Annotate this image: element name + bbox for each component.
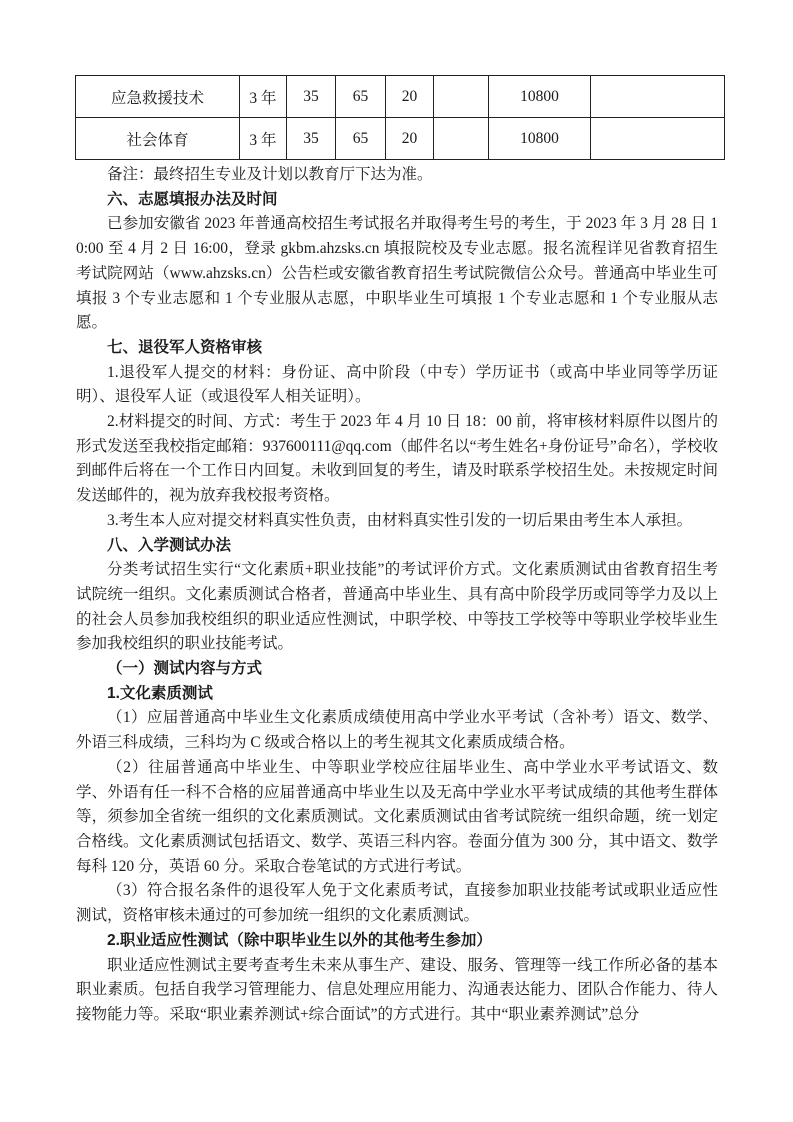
para-veteran-materials: 1.退役军人提交的材料：身份证、高中阶段（中专）学历证书（或高中毕业同等学历证明）、退役军人证（或退役军人相关证明）。 [76,363,718,406]
empty-cell [434,76,489,118]
duration-cell: 3 年 [240,76,287,118]
subheading-test-content-method: （一）测试内容与方式 [107,660,263,678]
plan-cell: 65 [336,118,386,160]
section-heading-volunteer-application: 六、志愿填报办法及时间 [107,190,278,208]
empty-cell [591,76,725,118]
plan-cell: 65 [336,76,386,118]
para-material-submission: 2.材料提交的时间、方式：考生于 2023 年 4 月 10 日 18：00 前，将审核材料原件以图片的形式发送至我校指定邮箱：937600111@qq.com（邮件名以“考生姓名+身份证号”命名），学校收到邮件后将在一个工作日内回复。未收到回复的考生，请及时联系学校招生处。未按规定时间发送邮件的，视为放弃我校报考资格。 [76,413,718,505]
major-name-cell: 应急救援技术 [76,76,240,118]
enrollment-plan-table [75,75,725,160]
para-material-authenticity: 3.考生本人应对提交材料真实性负责，由材料真实性引发的一切后果由考生本人承担。 [107,511,693,529]
para-cultural-item-3: （3）符合报名条件的退役军人免于文化素质考试，直接参加职业技能考试或职业适应性测试，资格审核未通过的可参加统一组织的文化素质测试。 [76,882,718,925]
plan-cell: 20 [386,118,434,160]
section-heading-entrance-test: 八、入学测试办法 [107,536,232,554]
para-vocational-aptitude: 职业适应性测试主要考查考生未来从事生产、建设、服务、管理等一线工作所必备的基本职业素质。包括自我学习管理能力、信息处理应用能力、沟通表达能力、团队合作能力、待人接物能力等。采取“职业素养测试+综合面试”的方式进行。其中“职业素养测试”总分 [76,956,718,1023]
plan-cell: 20 [386,76,434,118]
duration-cell: 3 年 [240,118,287,160]
plan-cell: 35 [287,118,336,160]
empty-cell [434,118,489,160]
major-name-cell: 社会体育 [76,118,240,160]
text-content [76,163,718,1028]
para-cultural-item-1: （1）应届普通高中毕业生文化素质成绩使用高中学业水平考试（含补考）语文、数学、外语三科成绩，三科均为 C 级或合格以上的考生视其文化素质成绩合格。 [76,709,718,752]
subheading-cultural-quality-test: 1.文化素质测试 [107,684,213,702]
tuition-cell: 10800 [489,118,591,160]
table-note: 备注：最终招生专业及计划以教育厅下达为准。 [107,166,433,183]
section-heading-veteran-review: 七、退役军人资格审核 [107,338,263,356]
empty-cell [591,118,725,160]
para-test-overview: 分类考试招生实行“文化素质+职业技能”的考试评价方式。文化素质测试由省教育招生考试院统一组织。文化素质测试合格者，普通高中毕业生、具有高中阶段学历或同等学力及以上的社会人员参加我校组织的职业适应性测试，中职学校、中等技工学校等中等职业学校毕业生参加我校组织的职业技能考试。 [76,561,718,653]
plan-cell: 35 [287,76,336,118]
subheading-vocational-aptitude-test: 2.职业适应性测试（除中职毕业生以外的其他考生参加） [107,931,492,949]
para-volunteer-application: 已参加安徽省 2023 年普通高校招生考试报名并取得考生号的考生，于 2023 年 3 月 28 日 10:00 至 4 月 2 日 16:00，登录 gkbm.ahzsks.cn 填报院校及专业志愿。报名流程详见省教育招生考试院网站（www.ahzsks.cn）公告栏或安徽省教育招生考试院微信公众号。普通高中毕业生可填报 3 个专业志愿和 1 个专业服从志愿，中职毕业生可填报 1 个专业志愿和 1 个专业服从志愿。 [76,215,718,332]
table-row [76,76,725,118]
tuition-cell: 10800 [489,76,591,118]
table-row [76,118,725,160]
para-cultural-item-2: （2）往届普通高中毕业生、中等职业学校应往届毕业生、高中学业水平考试语文、数学、外语有任一科不合格的应届普通高中毕业生以及无高中学业水平考试成绩的其他考生群体等，须参加全省统一组织的文化素质测试。文化素质测试由省考试院统一组织命题，统一划定合格线。文化素质测试包括语文、数学、英语三科内容。卷面分值为 300 分，其中语文、数学每科 120 分，英语 60 分。采取合卷笔试的方式进行考试。 [76,758,718,875]
